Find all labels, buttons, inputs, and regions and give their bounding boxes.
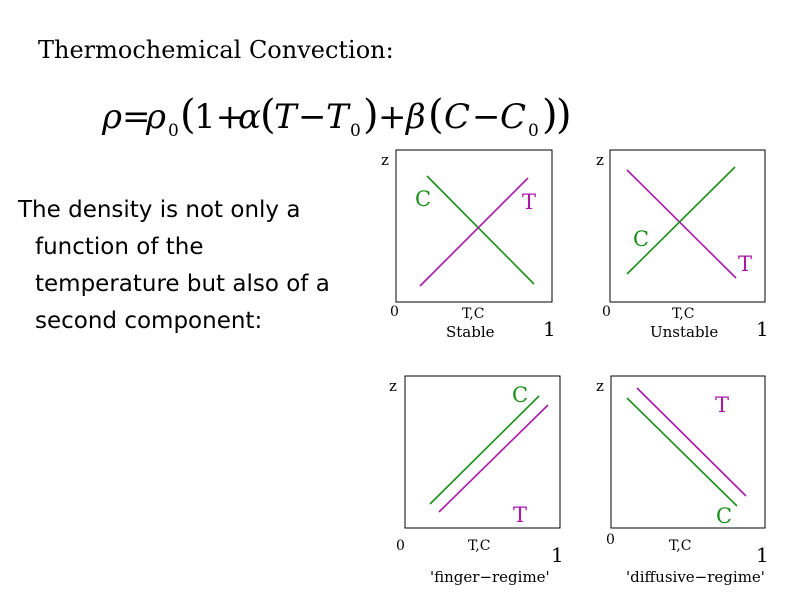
description-line: function of the (35, 234, 204, 260)
c-profile-line (430, 396, 539, 504)
eq-rho0: ρ (146, 97, 166, 137)
plot-frame (611, 376, 765, 528)
eq-minus-1: − (298, 97, 327, 137)
x-max-label: 1 (756, 317, 769, 341)
eq-rho0-sub: 0 (168, 121, 179, 141)
c-line-label: C (716, 504, 733, 528)
c-profile-line (627, 167, 735, 274)
x-max-label: 1 (756, 543, 769, 567)
eq-close-paren-1: ) (556, 92, 572, 138)
panel-caption: 'finger−regime' (430, 568, 550, 586)
origin-label: 0 (390, 304, 399, 320)
eq-one-plus: 1+ (194, 97, 245, 137)
eq-T0: T (326, 97, 349, 137)
panel-caption: Unstable (650, 323, 719, 341)
eq-T0-sub: 0 (350, 121, 361, 141)
eq-open-paren-1: ( (180, 92, 196, 138)
c-profile-line (427, 176, 537, 284)
eq-minus-2: − (472, 97, 501, 137)
origin-label: 0 (606, 532, 615, 548)
origin-label: 0 (396, 538, 405, 554)
z-axis-label: z (596, 151, 604, 169)
eq-close-paren-2: ) (363, 92, 379, 138)
t-line-label: T (738, 252, 753, 276)
t-line-label: T (715, 393, 730, 417)
z-axis-label: z (381, 151, 389, 169)
x-axis-label: T,C (669, 538, 692, 554)
eq-C: C (444, 97, 471, 137)
x-max-label: 1 (543, 317, 556, 341)
eq-C0-sub: 0 (528, 121, 539, 141)
z-axis-label: z (389, 377, 397, 395)
t-profile-line (420, 178, 528, 286)
panel-unstable (596, 150, 769, 341)
panel-diffusive-regime (596, 376, 769, 586)
eq-rho: ρ (102, 97, 122, 137)
x-axis-label: T,C (462, 306, 485, 322)
t-profile-line (637, 388, 746, 496)
description-line: second component: (35, 308, 263, 334)
eq-beta: β (406, 97, 426, 137)
z-axis-label: z (596, 377, 604, 395)
eq-open-paren-2: ( (260, 92, 276, 138)
t-line-label: T (513, 503, 528, 527)
x-max-label: 1 (551, 543, 564, 567)
eq-T: T (274, 97, 297, 137)
eq-alpha: α (238, 97, 261, 137)
eq-C0: C (500, 97, 527, 137)
t-profile-line (439, 405, 548, 512)
panel-caption: 'diffusive−regime' (626, 568, 765, 586)
c-line-label: C (512, 383, 529, 407)
panel-caption: Stable (446, 323, 495, 341)
c-line-label: C (415, 187, 432, 211)
t-line-label: T (522, 190, 537, 214)
eq-open-paren-3: ( (428, 92, 444, 138)
c-line-label: C (633, 227, 650, 251)
panel-stable (381, 150, 556, 341)
description-line: temperature but also of a (35, 271, 330, 297)
slide-title: Thermochemical Convection: (38, 36, 394, 64)
description-line: The density is not only a (18, 197, 301, 223)
x-axis-label: T,C (468, 538, 491, 554)
t-profile-line (627, 170, 736, 278)
panel-finger-regime (389, 376, 564, 586)
eq-close-paren-3: ) (542, 92, 558, 138)
eq-plus: + (378, 97, 407, 137)
eq-equals: = (122, 97, 151, 137)
origin-label: 0 (602, 304, 611, 320)
plot-frame (610, 150, 765, 302)
x-axis-label: T,C (672, 306, 695, 322)
